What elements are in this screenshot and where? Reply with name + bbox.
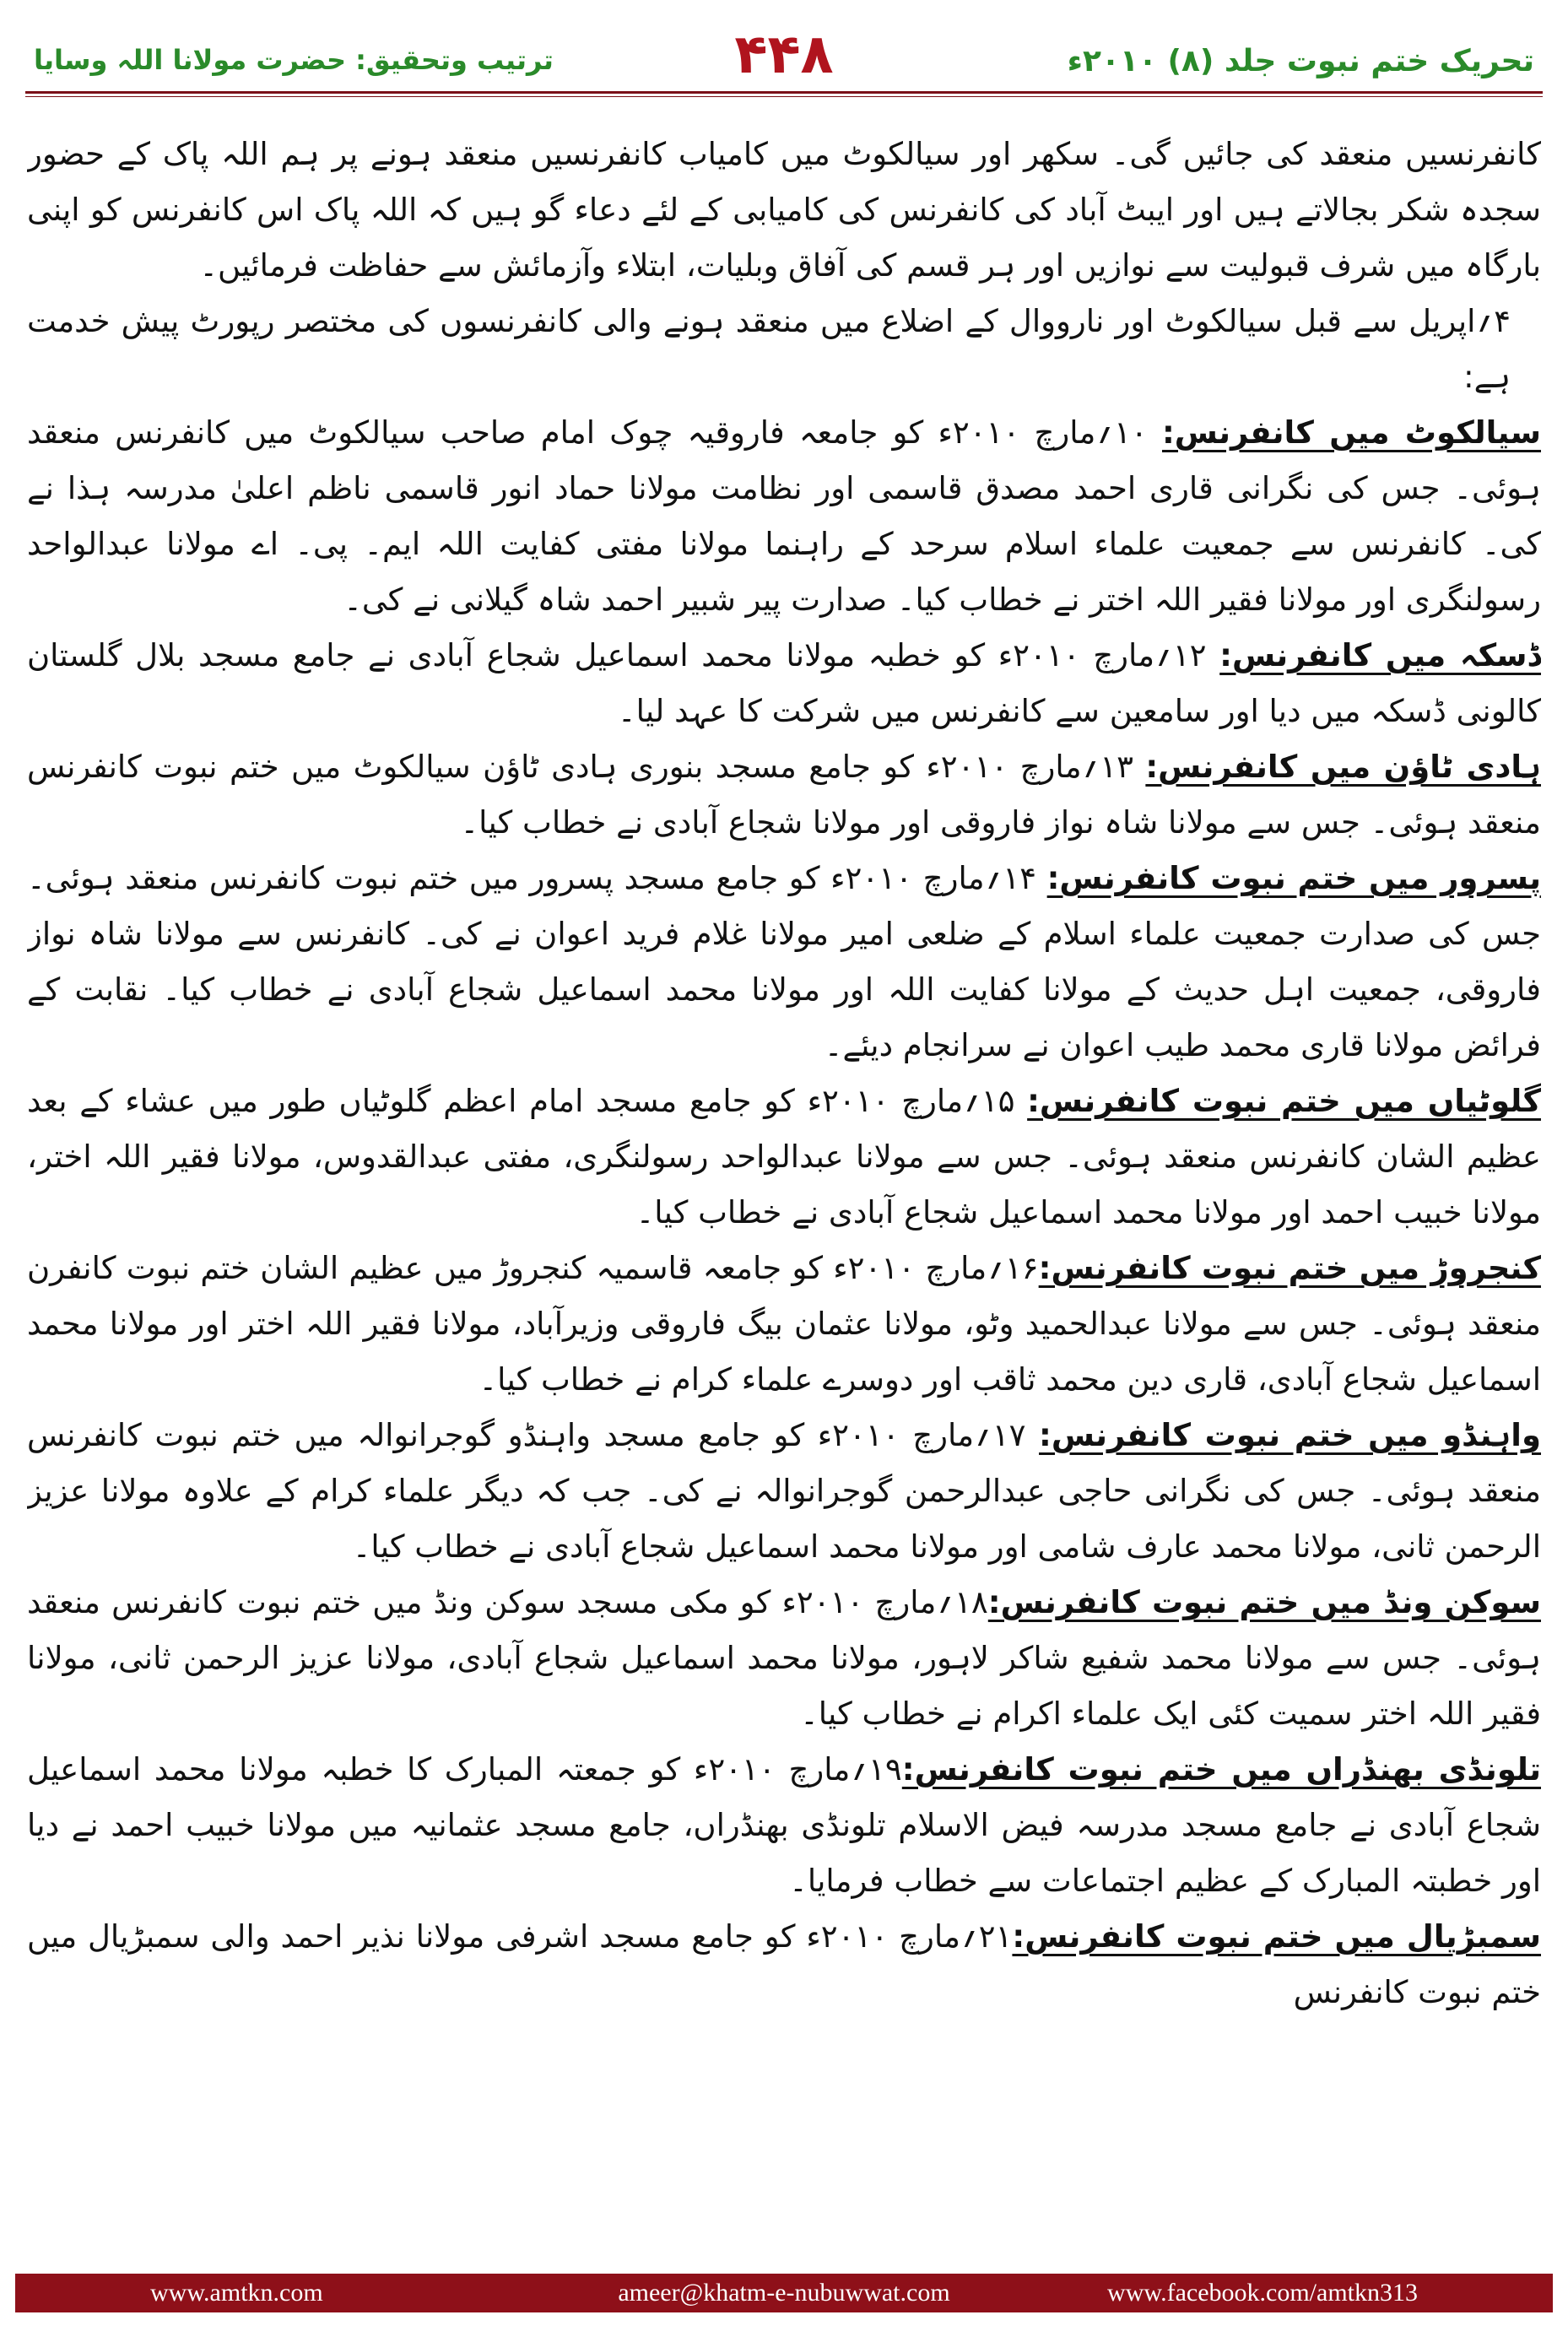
section-paragraph: [27, 851, 1541, 1074]
footer-email: ameer@khatm-e-nubuwwat.com: [618, 2279, 950, 2307]
section-paragraph: [27, 1742, 1541, 1909]
section-text: ۱۷؍مارچ ۲۰۱۰ء کو جامع مسجد واہنڈو گوجرانوالہ میں ختم نبوت کانفرنس منعقد ہوئی۔ جس کی نگرانی حاجی عبدالرحمن گوجرانوالہ نے کی۔ جب کہ دیگر علماء کرام کے علاوہ مولانا عزیز الرحمن ثانی، مولانا محمد عارف شامی اور مولانا محمد اسماعیل شجاع آبادی نے خطاب کیا۔: [27, 1417, 1541, 1565]
section-text: ۱۶؍مارچ ۲۰۱۰ء کو جامعہ قاسمیہ کنجروڑ میں عظیم الشان ختم نبوت کانفرن منعقد ہوئی۔ جس سے مولانا عبدالحمید وٹو، مولانا عثمان بیگ فاروقی وزیرآباد، مولانا فقیر اللہ اختر اور مولانا محمد اسماعیل شجاع آبادی، قاری دین محمد ثاقب اور دوسرے علماء کرام نے خطاب کیا۔: [27, 1250, 1541, 1398]
intro-paragraph: ۴؍اپریل سے قبل سیالکوٹ اور نارووال کے اضلاع میں منعقد ہونے والی کانفرنسوں کی مختصر رپورٹ پیش خدمت ہے:: [27, 303, 1511, 395]
section-heading: کنجروڑ میں ختم نبوت کانفرنس:: [1038, 1250, 1541, 1286]
section-text: ۲۱؍مارچ ۲۰۱۰ء کو جامع مسجد اشرفی مولانا نذیر احمد والی سمبڑیال میں ختم نبوت کانفرنس: [27, 1918, 1541, 2010]
section-heading: تلونڈی بھنڈراں میں ختم نبوت کانفرنس:: [901, 1751, 1541, 1788]
section-heading: سوکن ونڈ میں ختم نبوت کانفرنس:: [987, 1584, 1541, 1620]
footer-website-link: www.amtkn.com: [150, 2279, 323, 2307]
page-number: ۴۴۸: [734, 24, 834, 86]
header-divider-thin: [25, 96, 1543, 97]
page-header: [25, 15, 1543, 95]
section-heading: سیالکوٹ میں کانفرنس:: [1162, 414, 1541, 451]
section-heading: واہنڈو میں ختم نبوت کانفرنس:: [1039, 1417, 1541, 1453]
section-paragraph: [27, 1575, 1541, 1742]
section-paragraph: [27, 405, 1541, 628]
section-paragraph: [27, 1909, 1541, 2020]
page-footer: [15, 2274, 1553, 2312]
section-text: ۱۳؍مارچ ۲۰۱۰ء کو جامع مسجد بنوری ہادی ٹاؤن سیالکوٹ میں ختم نبوت کانفرنس منعقد ہوئی۔ جس سے مولانا شاہ نواز فاروقی اور مولانا شجاع آبادی نے خطاب کیا۔: [27, 749, 1541, 841]
page-body: [27, 127, 1541, 2186]
header-divider: [25, 91, 1543, 94]
section-text: ۱۲؍مارچ ۲۰۱۰ء کو خطبہ مولانا محمد اسماعیل شجاع آبادی نے جامع مسجد بلال گلستان کالونی ڈسکہ میں دیا اور سامعین سے کانفرنس میں شرکت کا عہد لیا۔: [27, 637, 1541, 729]
section-paragraph: [27, 739, 1541, 851]
section-text: ۱۰؍مارچ ۲۰۱۰ء کو جامعہ فاروقیہ چوک امام صاحب سیالکوٹ میں کانفرنس منعقد ہوئی۔ جس کی نگرانی قاری احمد مصدق قاسمی اور نظامت مولانا حماد انور قاسمی ناظم اعلیٰ مدرسہ ہذا نے کی۔ کانفرنس سے جمعیت علماء اسلام سرحد کے راہنما مولانا مفتی کفایت اللہ ایم۔ پی۔ اے مولانا عبدالواحد رسولنگری اور مولانا فقیر اللہ اختر نے خطاب کیا۔ صدارت پیر شبیر احمد شاہ گیلانی نے کی۔: [27, 414, 1541, 618]
section-paragraph: [27, 628, 1541, 739]
section-heading: پسرور میں ختم نبوت کانفرنس:: [1046, 860, 1541, 896]
section-text: ۱۵؍مارچ ۲۰۱۰ء کو جامع مسجد امام اعظم گلوٹیاں طور میں عشاء کے بعد عظیم الشان کانفرنس منعقد ہوئی۔ جس سے مولانا عبدالواحد رسولنگری، مفتی عبدالقدوس، مولانا فقیر اللہ اختر، مولانا خبیب احمد اور مولانا محمد اسماعیل شجاع آبادی نے خطاب کیا۔: [27, 1083, 1541, 1230]
section-text: ۱۴؍مارچ ۲۰۱۰ء کو جامع مسجد پسرور میں ختم نبوت کانفرنس منعقد ہوئی۔ جس کی صدارت جمعیت علماء اسلام کے ضلعی امیر مولانا غلام فرید اعوان نے کی۔ کانفرنس سے مولانا شاہ نواز فاروقی، جمعیت اہل حدیث کے مولانا کفایت اللہ اور مولانا محمد اسماعیل شجاع آبادی نے خطاب کیا۔ نقابت کے فرائض مولانا قاری محمد طیب اعوان نے سرانجام دیئے۔: [27, 860, 1541, 1063]
compiler-credit: ترتیب وتحقیق: حضرت مولانا اللہ وسایا: [34, 44, 554, 76]
section-heading: گلوٹیاں میں ختم نبوت کانفرنس:: [1027, 1083, 1541, 1119]
section-heading: ڈسکہ میں کانفرنس:: [1219, 637, 1541, 673]
section-text: ۱۸؍مارچ ۲۰۱۰ء کو مکی مسجد سوکن ونڈ میں ختم نبوت کانفرنس منعقد ہوئی۔ جس سے مولانا محمد شفیع شاکر لاہور، مولانا محمد اسماعیل شجاع آبادی، مولانا عزیز الرحمن ثانی، مولانا فقیر اللہ اختر سمیت کئی ایک علماء اکرام نے خطاب کیا۔: [27, 1584, 1541, 1732]
section-paragraph: [27, 1241, 1541, 1408]
section-heading: سمبڑیال میں ختم نبوت کانفرنس:: [1012, 1918, 1541, 1955]
section-paragraph: [27, 1074, 1541, 1241]
footer-facebook-link: www.facebook.com/amtkn313: [1107, 2279, 1418, 2307]
section-paragraph: [27, 1408, 1541, 1575]
section-text: ۱۹؍مارچ ۲۰۱۰ء کو جمعتہ المبارک کا خطبہ مولانا محمد اسماعیل شجاع آبادی نے جامع مسجد مدرسہ فیض الاسلام تلونڈی بھنڈراں، جامع مسجد عثمانیہ میں مولانا خبیب احمد نے دیا اور خطبتہ المبارک کے عظیم اجتماعات سے خطاب فرمایا۔: [27, 1751, 1541, 1899]
intro-paragraph: کانفرنسیں منعقد کی جائیں گی۔ سکھر اور سیالکوٹ میں کامیاب کانفرنسیں منعقد ہونے پر ہم اللہ پاک کے حضور سجدہ شکر بجالاتے ہیں اور ایبٹ آباد کی کانفرنس کی کامیابی کے لئے دعاء گو ہیں کہ اللہ پاک اس کانفرنس کو اپنی بارگاہ میں شرف قبولیت سے نوازیں اور ہر قسم کی آفاق وبلیات، ابتلاء وآزمائش سے حفاظت فرمائیں۔: [27, 136, 1541, 284]
book-title: تحریک ختم نبوت جلد (۸) ۲۰۱۰ء: [1067, 44, 1534, 78]
section-heading: ہادی ٹاؤن میں کانفرنس:: [1145, 749, 1541, 785]
